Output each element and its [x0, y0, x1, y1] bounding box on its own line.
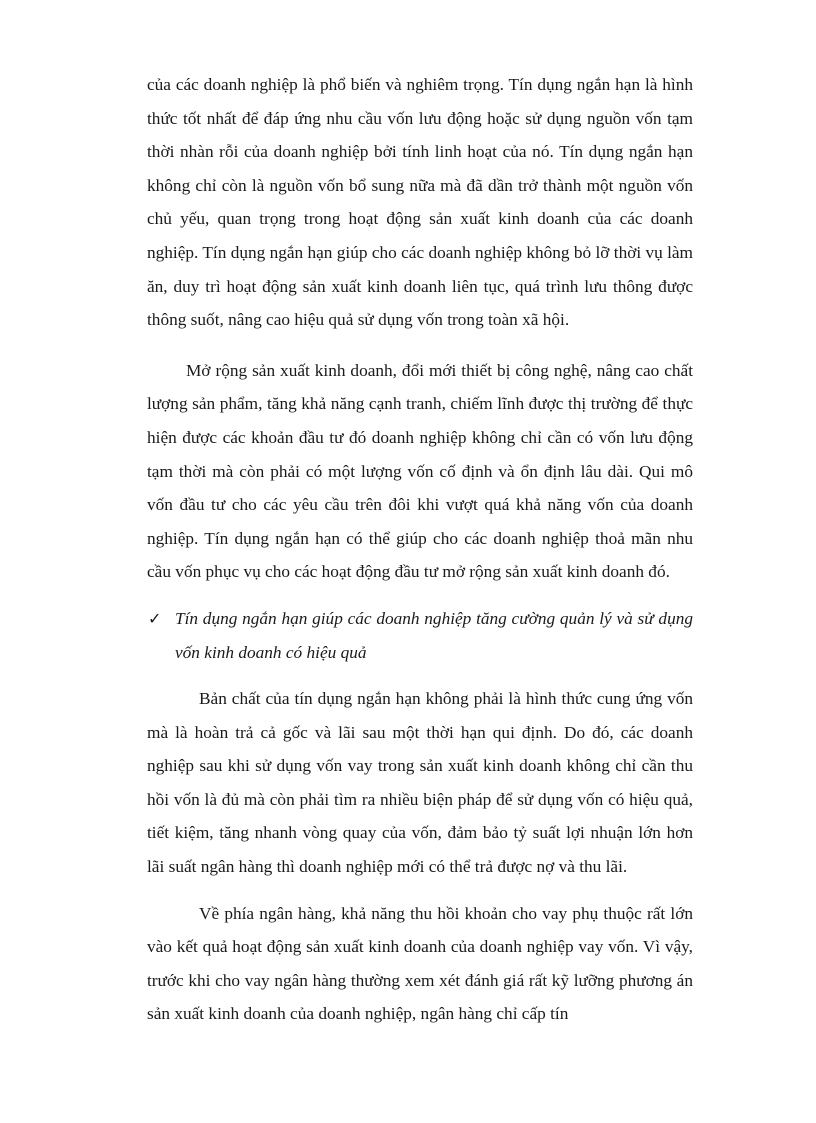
paragraph-1: của các doanh nghiệp là phổ biến và nghiêm trọng. Tín dụng ngắn hạn là hình thức tốt nhất để đáp ứng nhu cầu vốn lưu động hoặc sử dụng nguồn vốn tạm thời nhàn rỗi của doanh nghiệp bởi tính linh hoạt của nó. Tín dụng ngắn hạn không chỉ còn là nguồn vốn bổ sung nữa mà đã dần trở thành một nguồn vốn chủ yếu, quan trọng trong hoạt động sản xuất kinh doanh của các doanh nghiệp. Tín dụng ngắn hạn giúp cho các doanh nghiệp không bỏ lỡ thời vụ làm ăn, duy trì hoạt động sản xuất kinh doanh liên tục, quá trình lưu thông được thông suốt, nâng cao hiệu quả sử dụng vốn trong toàn xã hội.	[147, 75, 693, 330]
paragraph-3: Bản chất của tín dụng ngắn hạn không phải là hình thức cung ứng vốn mà là hoàn trả cả gốc và lãi sau một thời hạn qui định. Do đó, các doanh nghiệp sau khi sử dụng vốn vay trong sản xuất kinh doanh không chỉ cần thu hồi vốn là đủ mà còn phải tìm ra nhiều biện pháp để sử dụng vốn có hiệu quả, tiết kiệm, tăng nhanh vòng quay của vốn, đảm bảo tỷ suất lợi nhuận lớn hơn lãi suất ngân hàng thì doanh nghiệp mới có thể trả được nợ và thu lãi.	[147, 689, 693, 877]
paragraph-2: Mở rộng sản xuất kinh doanh, đổi mới thiết bị công nghệ, nâng cao chất lượng sản phẩm, tăng khả năng cạnh tranh, chiếm lĩnh được thị trường để thực hiện được các khoản đầu tư đó doanh nghiệp không chỉ cần có vốn lưu động tạm thời mà còn phải có một lượng vốn cố định và ổn định lâu dài. Qui mô vốn đầu tư cho các yêu cầu trên đôi khi vượt quá khả năng vốn của doanh nghiệp. Tín dụng ngắn hạn có thể giúp cho các doanh nghiệp thoả mãn nhu cầu vốn phục vụ cho các hoạt động đầu tư mở rộng sản xuất kinh doanh đó.	[147, 360, 693, 582]
checkmark-icon: ✓	[148, 608, 162, 628]
document-page	[147, 68, 693, 1031]
section-heading-text: Tín dụng ngắn hạn giúp các doanh nghiệp tăng cường quản lý và sử dụng vốn kinh doanh có hiệu quả	[175, 608, 693, 662]
section-heading	[147, 602, 693, 669]
paragraph-4: Về phía ngân hàng, khả năng thu hồi khoản cho vay phụ thuộc rất lớn vào kết quả hoạt động sản xuất kinh doanh của doanh nghiệp vay vốn. Vì vậy, trước khi cho vay ngân hàng thường xem xét đánh giá rất kỹ lưỡng phương án sản xuất kinh doanh của doanh nghiệp, ngân hàng chỉ cấp tín	[147, 903, 693, 1024]
